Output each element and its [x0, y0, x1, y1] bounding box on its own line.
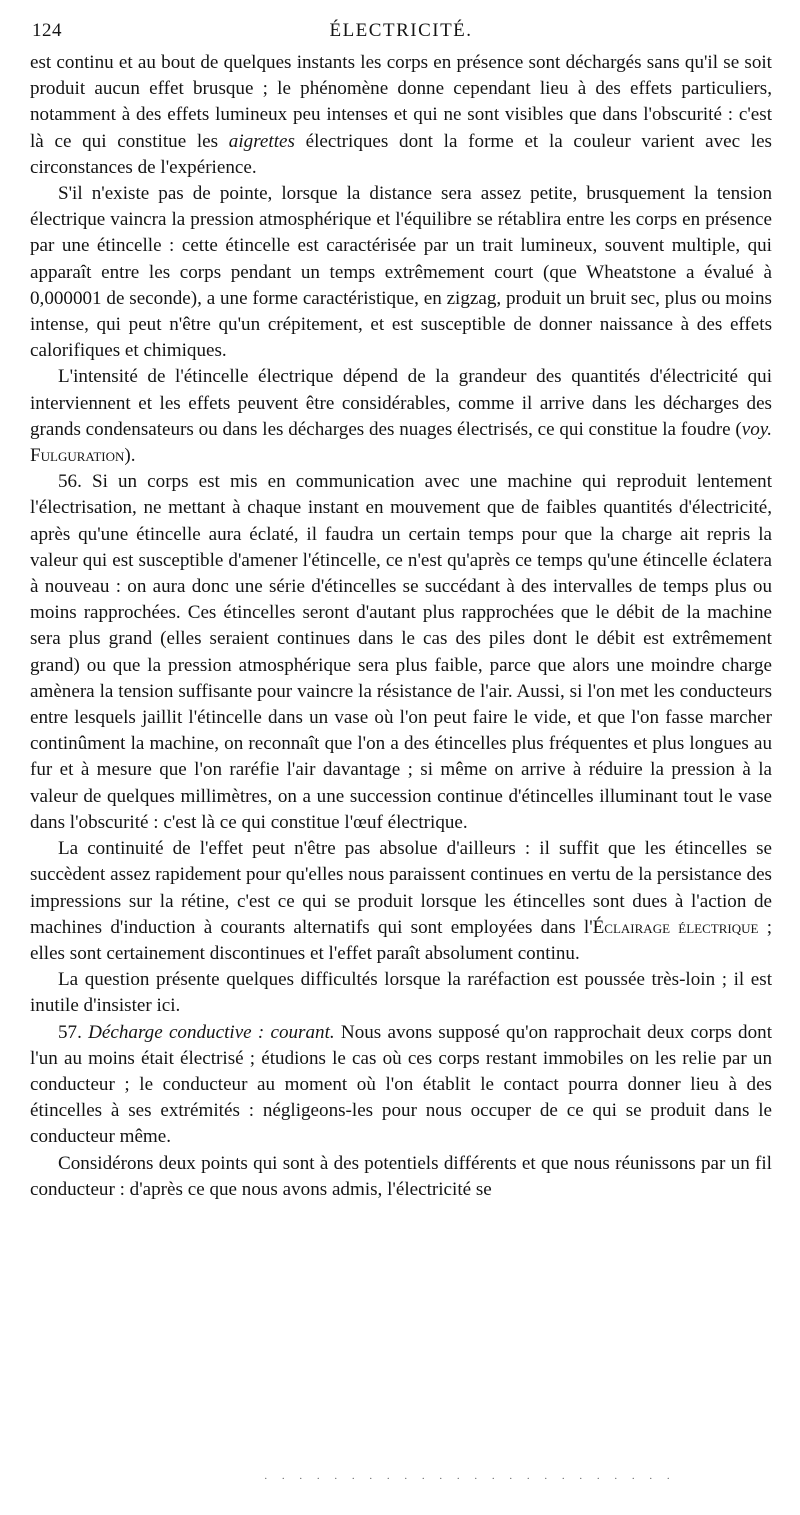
body-text: [30, 50, 772, 1203]
paragraph: [30, 181, 772, 364]
section-heading: Décharge conductive : courant.: [88, 1021, 335, 1043]
text-run: La question présente quelques difficultés lorsque la raréfaction est poussée très-loin ; il est inutile d'insister ici.: [30, 969, 772, 1017]
italic-term: aigrettes: [228, 130, 295, 152]
paragraph-section-57: [30, 1020, 772, 1151]
paragraph-section-56: [30, 469, 772, 836]
page-number: 124: [32, 20, 62, 41]
cross-reference: Fulguration: [30, 445, 125, 467]
text-run: électriques dont la forme et la couleur varient avec les circonstances de l'expérience.: [30, 130, 772, 178]
running-title: ÉLECTRICITÉ.: [329, 20, 473, 41]
italic-term: voy.: [741, 418, 772, 440]
text-run: La continuité de l'effet peut n'être pas absolue d'ailleurs : il suffit que les étincelles se succèdent assez rapidement pour qu'elles nous paraissent continues en vertu de la persistance des impressions sur la rétine, c'est ce qui se produit lorsque les étincelles sont dues à l'action de machines d'induction à courants alternatifs qui sont employées dans l': [30, 838, 772, 938]
text-run: S'il n'existe pas de pointe, lorsque la distance sera assez petite, brusquement la tension électrique vaincra la pression atmosphérique et l'équilibre se rétablira entre les corps en présence par une étincelle : cette étincelle est caractérisée par un trait lumineux, souvent multiple, qui apparaît entre les corps pendant un temps extrêmement court (que Wheatstone a évalué à 0,000001 de seconde), a une forme caractéristique, en zigzag, produit un bruit sec, plus ou moins intense, qui peut n'être qu'un crépitement, et est susceptible de donner naissance à des effets calorifiques et chimiques.: [30, 183, 772, 362]
text-run: Nous avons supposé qu'on rapprochait deux corps dont l'un au moins était électrisé ; étudions le cas où ces corps restant immobiles on les relie par un conducteur ; le conducteur au moment où l'on établit le contact pourra donner lieu à des étincelles à ses extrémités : négligeons-les pour nous occuper de ce qui se produit dans le conducteur même.: [30, 1021, 773, 1148]
text-run: 57.: [58, 1021, 89, 1043]
paragraph: [30, 836, 772, 967]
cross-reference: Éclairage électrique: [592, 916, 759, 938]
running-header: [30, 0, 772, 44]
paragraph: [30, 967, 772, 1019]
footer-marks: . . . . . . . . . . . . . . . . . . . . . . . .: [264, 1470, 676, 1482]
paragraph: [30, 364, 772, 469]
text-run: 56. Si un corps est mis en communication avec une machine qui reproduit lentement l'électrisation, ne mettant à chaque instant en mouvement que de faibles quantités d'électricité, après qu'une étincelle aura éclaté, il faudra un certain temps pour que la charge ait repris la valeur qui est susceptible d'amener l'étincelle, ce n'est qu'après ce temps qu'une étincelle éclatera à nouveau : on aura donc une série d'étincelles se succédant à des intervalles de temps plus ou moins rapprochées. Ces étincelles seront d'autant plus rapprochées que le débit de la machine sera plus grand (elles seraient continues dans le cas des piles dont le débit est extrêmement grand) ou que la pression atmosphérique sera plus faible, parce que alors une moindre charge amènera la tension suffisante pour vaincre la résistance de l'air. Aussi, si l'on met les conducteurs entre lesquels jaillit l'étincelle dans un vase où l'on peut faire le vide, et que l'on fasse marcher continûment la machine, on reconnaît que l'on a des étincelles plus fréquentes et plus longues au fur et à mesure que l'on raréfie l'air davantage ; si même on arrive à réduire la pression à la valeur de quelques millimètres, on a une succession continue d'étincelles illuminant tout le vase dans l'obscurité : c'est là ce qui constitue l'œuf électrique.: [30, 471, 772, 833]
document-page: [30, 0, 772, 1515]
text-run: ).: [124, 445, 136, 467]
text-run: Considérons deux points qui sont à des potentiels différents et que nous réunissons par un fil conducteur : d'après ce que nous avons admis, l'électricité se: [30, 1152, 772, 1200]
text-run: ; elles sont certainement discontinues et l'effet paraît absolument continu.: [30, 916, 772, 964]
paragraph-continuation: [30, 50, 772, 181]
text-run: L'intensité de l'étincelle électrique dépend de la grandeur des quantités d'électricité qui interviennent et les effets peuvent être considérables, comme il arrive dans les décharges des grands condensateurs ou dans les décharges des nuages électrisés, ce qui constitue la foudre (: [30, 366, 772, 440]
text-run: est continu et au bout de quelques instants les corps en présence sont déchargés sans qu'il se soit produit aucun effet brusque ; le phénomène donne cependant lieu à des effets particuliers, notamment à des effets lumineux peu intenses et qui ne sont visibles que dans l'obscurité : c'est là ce qui constitue les: [30, 52, 772, 152]
paragraph: [30, 1151, 772, 1203]
